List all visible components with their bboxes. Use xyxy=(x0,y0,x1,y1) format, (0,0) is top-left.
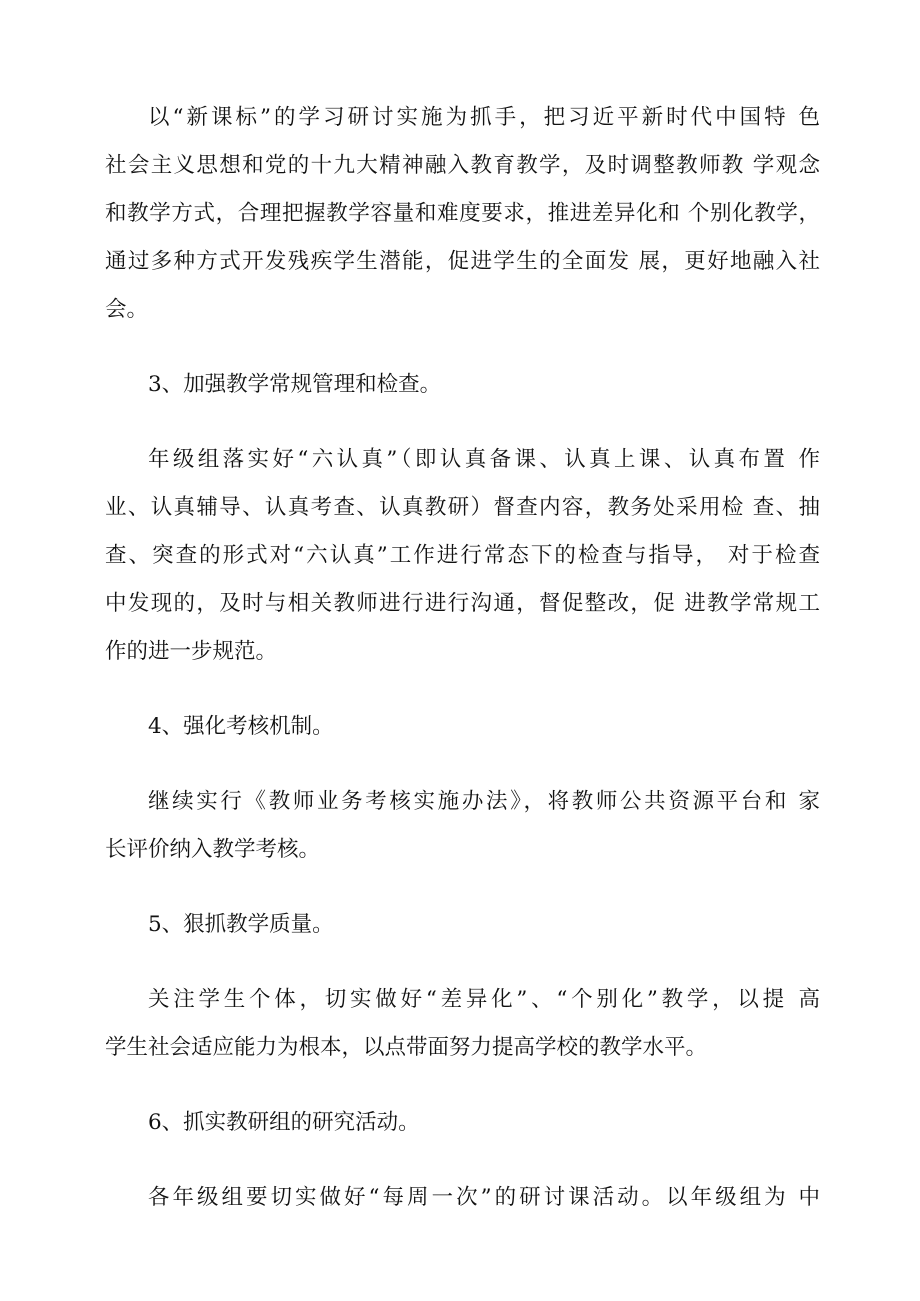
document-body xyxy=(105,94,820,1249)
heading-text: 3、加强教学常规管理和检查。 xyxy=(148,372,442,397)
heading-text: 5、狠抓教学质量。 xyxy=(148,912,334,937)
text-line: 社会主义思想和党的十九大精神融入教育教学，及时调整教师教 学观念 xyxy=(105,153,820,178)
text-line: 年级组落实好“六认真”（即认真备课、认真上课、认真布置 作 xyxy=(148,447,820,472)
text-line: 长评价纳入教学考核。 xyxy=(105,837,321,862)
text-line: 查、突查的形式对“六认真”工作进行常态下的检查与指导， 对于检查 xyxy=(105,543,820,568)
text-line: 各年级组要切实做好“每周一次”的研讨课活动。以年级组为 中 xyxy=(148,1185,820,1210)
section-heading-6 xyxy=(105,1099,820,1147)
paragraph-quality xyxy=(105,976,820,1072)
paragraph-new-curriculum xyxy=(105,94,820,334)
paragraph-assessment xyxy=(105,778,820,874)
heading-text: 4、强化考核机制。 xyxy=(148,714,334,739)
text-line: 关注学生个体，切实做好“差异化”、“个别化”教学，以提 高 xyxy=(148,987,820,1012)
text-line: 会。 xyxy=(105,297,149,322)
text-line: 通过多种方式开发残疾学生潜能，促进学生的全面发 展，更好地融入社 xyxy=(105,249,820,274)
heading-text: 6、抓实教研组的研究活动。 xyxy=(148,1110,420,1135)
section-heading-4 xyxy=(105,703,820,751)
text-line: 继续实行《教师业务考核实施办法》，将教师公共资源平台和 家 xyxy=(148,789,820,814)
text-line: 作的进一步规范。 xyxy=(105,639,278,664)
section-heading-5 xyxy=(105,901,820,949)
text-line: 业、认真辅导、认真考查、认真教研）督查内容，教务处采用检 查、抽 xyxy=(105,495,820,520)
text-line: 学生社会适应能力为根本，以点带面努力提高学校的教学水平。 xyxy=(105,1035,708,1060)
text-line: 和教学方式，合理把握教学容量和难度要求，推进差异化和 个别化教学， xyxy=(105,201,820,226)
text-line: 中发现的，及时与相关教师进行进行沟通，督促整改，促 进教学常规工 xyxy=(105,591,820,616)
text-line: 以“新课标”的学习研讨实施为抓手，把习近平新时代中国特 色 xyxy=(148,105,820,130)
section-heading-3 xyxy=(105,361,820,409)
paragraph-six-diligence xyxy=(105,436,820,676)
paragraph-weekly-research xyxy=(105,1174,820,1222)
